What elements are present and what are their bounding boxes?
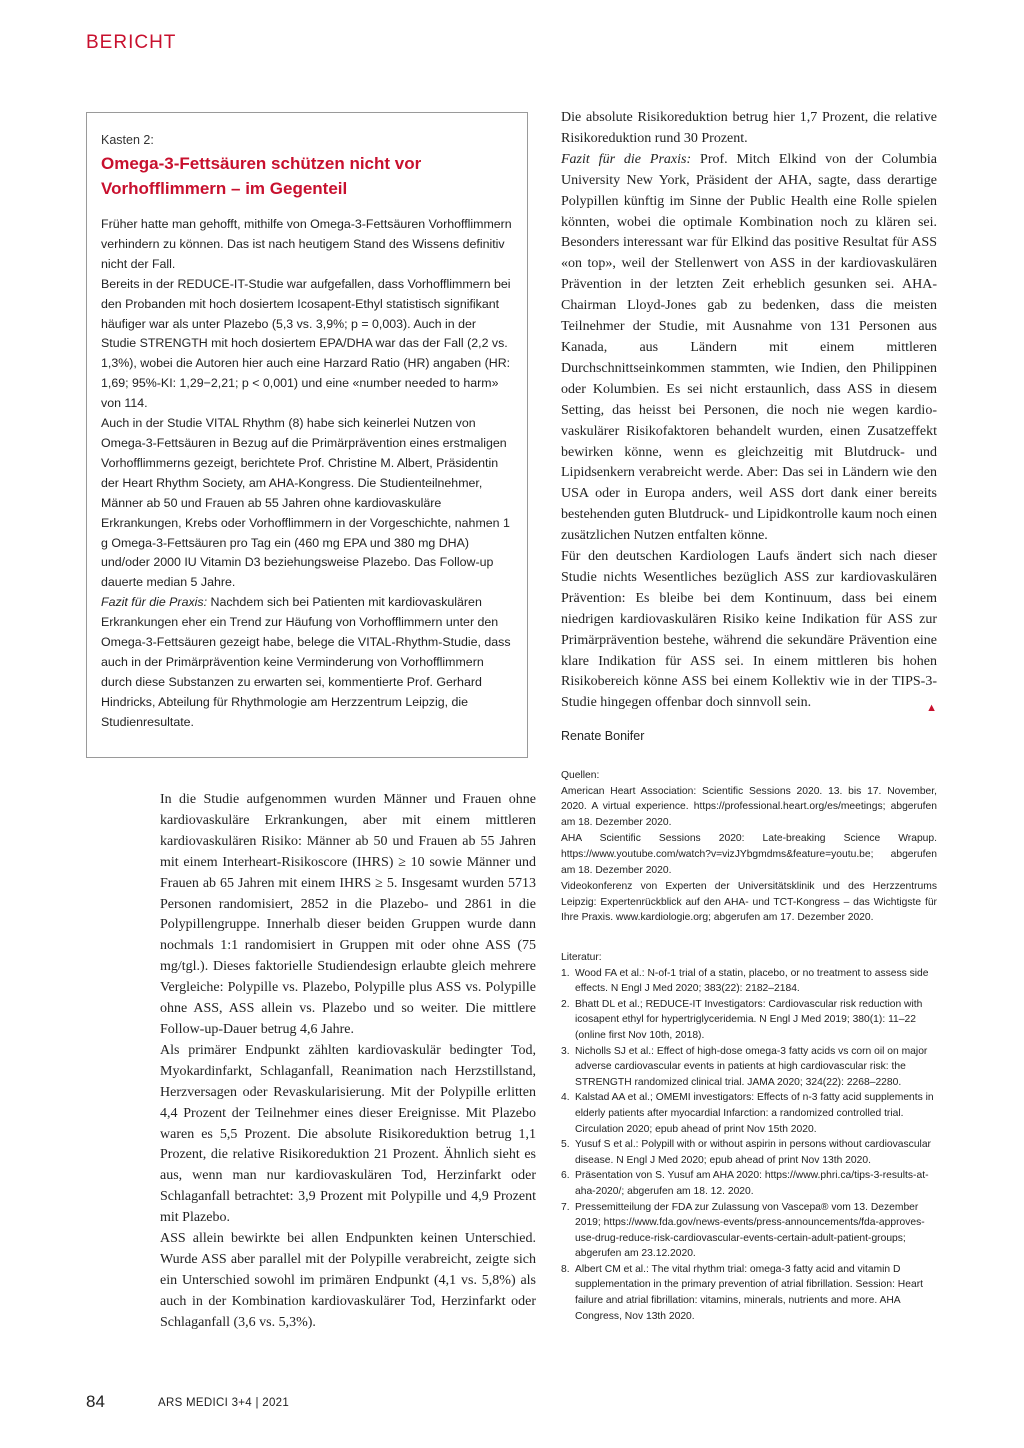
conclusion-label: Fazit für die Praxis: (561, 151, 692, 167)
literature-number: 1. (561, 967, 570, 979)
literature-number: 7. (561, 1201, 570, 1213)
literature-number: 2. (561, 998, 570, 1010)
literature-text: Präsentation von S. Yusuf am AHA 2020: https://www.phri.ca/tips-3-results-at-aha-2020/; abgerufen am 18. 12. 2020. (575, 1170, 929, 1197)
info-box-title (101, 151, 513, 201)
body-paragraph: In die Studie aufgenommen wurden Männer und Frauen ohne kardiovaskuläre Erkrankungen, aber mit einem mittleren kardiovaskulären Risiko: Männer ab 50 und Frauen ab 55 Jahren mit einem Interheart-Risikoscore (IHRS) ≥ 10 sowie Männer und Frauen ab 65 Jahren mit einem IHRS ≥ 5. Insgesamt wurden 5713 Personen randomisiert, 2852 in die Plazebo- und 2861 in die Polypillengruppe. Innerhalb dieser beiden Gruppen wurde dann nochmals 1:1 randomisiert in Gruppen mit oder ohne ASS (75 mg/tgl.). Dieses faktorielle Studiendesign erlaubte gleich mehrere Vergleiche: Polypille vs. Plazebo, Polypille plus ASS vs. Polypille ohne ASS, ASS allein vs. Plazebo und so weiter. Die mittlere Follow-up-Dauer betrug 4,6 Jahre. (160, 792, 536, 1037)
info-box-paragraph: Früher hatte man gehofft, mithilfe von Omega-3-Fettsäuren Vorhofflimmern verhindern zu können. Das ist nach heutigem Stand des Wissens definitiv nicht der Fall. (101, 217, 512, 271)
info-box-body (101, 215, 513, 733)
source-item: Videokonferenz von Experten der Universitätsklinik und des Herzzentrums Leipzig: Expertenrückblick auf den AHA- und TCT-Kongress – das Wichtigste für Ihre Praxis. www.kardiologie.org; abgerufen am 17. Dezember 2020. (561, 881, 937, 924)
conclusion-text: Nachdem sich bei Patienten mit kardiovaskulären Erkrankungen eher ein Trend zur Häufung von Vorhofflimmern unter den Omega-3-Fettsäuren gezeigt habe, belege die VITAL-Rhythm-Studie, dass auch in der Primärprävention keine Verminderung von Vorhofflimmern durch diese Substanzen zu erwarten sei, kommentierte Prof. Gerhard Hindricks, Abteilung für Rhythmologie am Herzzentrum Leipzig, die Studienresultate. (101, 595, 511, 729)
info-box-title-line1: Omega-3-Fettsäuren schützen nicht vor (101, 154, 422, 173)
closing-text: Für den deutschen Kardiologen Laufs ändert sich nach dieser Studie nichts Wesentliches bezüglich ASS zur kardiovaskulären Prävention: Es bleibe bei dem Kontinuum, dass bei einem niedrigen kardiovaskulären Risiko keine Indikation für ASS zur Primärprävention bestehe, während die sekundäre Prävention eine klare Indikation für ASS sei. In einem mittleren bis hohen Risikobereich könne ASS bei einem Kollektiv wie in der TIPS-3-Studie hingegen offenbar doch sinnvoll sein. (561, 549, 937, 711)
literature-text: Kalstad AA et al.; OMEMI investigators: Effects of n-3 fatty acid supplements in elderly patients after myocardial Infarction: a randomized controlled trial. Circulation 2020; epub ahead of print Nov 15th 2020. (575, 1092, 934, 1135)
literature-item (561, 1200, 937, 1262)
literature-list (561, 966, 937, 1325)
literature-item (561, 1262, 937, 1324)
literature-number: 8. (561, 1263, 570, 1275)
body-paragraph (561, 150, 937, 547)
journal-name: ARS MEDICI 3+4 | 2021 (158, 1397, 290, 1409)
source-item: American Heart Association: Scientific Sessions 2020. 13. bis 17. November, 2020. A virtual experience. https://professional.heart.org/es/meetings; abgerufen am 18. Dezember 2020. (561, 785, 937, 828)
conclusion-text: Prof. Mitch Elkind von der Columbia University New York, Präsident der AHA, sagte, dass derartige Polypillen künftig im Sinne der Public Health eine Rolle spielen könnten, wobei die optimale Kombination noch zu klären sei. Besonders interessant war für Elkind das positive Resultat für ASS «on top», weil der Stellenwert von ASS in der kardiovaskulären Prävention in der letzten Zeit erheblich gesunken sei. AHA-Chairman Lloyd-Jones gab zu bedenken, dass die meisten Teilnehmer der Studie, mit Ausnahme von 131 Personen aus Kanada, aus Ländern mit einem mittleren Durchschnittseinkommen stammten, wie Indien, den Philippinen oder Kolumbien. Es sei nicht erstaunlich, dass ASS in diesem Setting, das heisst bei Personen, die noch nie wegen kardiovaskulärer Risikofaktoren behandelt wurden, einen Zusatzeffekt bewirken könne, wenn es gleichzeitig mit Blutdruck- und Lipidsenkern verabreicht werde. Aber: Das sei in Ländern wie den USA oder in Europa anders, weil ASS dort dank einer bereits bestehenden guten Blutdruck- und Lipidkontrolle kaum noch einen zusätzlichen Nutzen entfalten könne. (561, 151, 938, 544)
body-paragraph (561, 547, 937, 714)
info-box-paragraph: Auch in der Studie VITAL Rhythm (8) habe sich keinerlei Nutzen von Omega-3-Fettsäuren in Bezug auf die Primärprävention eines erstmaligen Vorhofflimmerns gezeigt, berichtete Prof. Christine M. Albert, Präsidentin der Heart Rhythm Society, am AHA-Kongress. Die Studienteilnehmer, Männer ab 50 und Frauen ab 55 Jahren ohne kardiovaskuläre Erkrankungen, Krebs oder Vorhofflimmern in der Vorgeschichte, nahmen 1 g Omega-3-Fettsäuren pro Tag ein (460 mg EPA und 380 mg DHA) und/oder 2000 IU Vitamin D3 beziehungsweise Plazebo. Das Follow-up dauerte median 5 Jahre. (101, 416, 510, 590)
source-item: AHA Scientific Sessions 2020: Late-breaking Science Wrapup. https://www.youtube.com/watch?v=vizJYbgmdms&feature=youtu.be; abgerufen am 18. Dezember 2020. (561, 833, 937, 876)
info-box (86, 112, 528, 758)
sources-section (561, 768, 937, 927)
literature-text: Pressemitteilung der FDA zur Zulassung von Vascepa® vom 13. Dezember 2019; https://www.fda.gov/news-events/press-announcements/fda-approves-use-drug-reduce-risk-cardiovascular-events-certain-adult-patient-groups; abgerufen am 23.12.2020. (575, 1201, 925, 1260)
literature-item (561, 1044, 937, 1091)
sources-heading: Quellen: (561, 770, 600, 781)
body-paragraph: Als primärer Endpunkt zählten kardiovaskulär bedingter Tod, Myokardinfarkt, Schlaganfall, Reanimation nach Herzstillstand, Herzversagen oder Revaskularisierung. Mit der Polypille erlitten 4,4 Prozent der Teilnehmer eines dieser Ereignisse. Mit Plazebo waren es 5,5 Prozent. Die absolute Risikoreduktion betrug 1,1 Prozent, die relative Risikoreduktion 21 Prozent. Ähnlich sieht es aus, wenn man nur kardiovaskulären Tod, Herzinfarkt oder Schlaganfall betrachtet: 3,9 Prozent mit Polypille und 4,9 Prozent mit Plazebo. (160, 1042, 536, 1226)
literature-item (561, 966, 937, 997)
info-box-label: Kasten 2: (101, 133, 154, 147)
page-number: 84 (86, 1392, 105, 1411)
literature-text: Wood FA et al.: N-of-1 trial of a statin, placebo, or no treatment to assess side effects. N Engl J Med 2020; 383(22): 2182–2184. (575, 967, 929, 995)
literature-item (561, 997, 937, 1044)
literature-text: Albert CM et al.: The vital rhythm trial: omega-3 fatty acid and vitamin D supplementation in the primary prevention of atrial fibrillation. Session: Heart failure and atrial fibrillation: vitamins, minerals, nutrients and more. AHA Congress, Nov 13th 2020. (575, 1263, 923, 1322)
conclusion-label: Fazit für die Praxis: (101, 595, 208, 610)
body-paragraph: Die absolute Risikoreduktion betrug hier 1,7 Prozent, die relative Risikoreduktion rund 30 Prozent. (561, 110, 937, 146)
literature-number: 3. (561, 1045, 570, 1057)
info-box-title-line2: Vorhofflimmern – im Gegenteil (101, 179, 348, 198)
literature-number: 6. (561, 1170, 570, 1182)
body-paragraph: ASS allein bewirkte bei allen Endpunkten keinen Unterschied. Wurde ASS aber parallel mit der Polypille verabreicht, zeigte sich ein Unterschied sowohl im primären Endpunkt (4,1 vs. 5,8%) als auch in der Kombination kardiovaskulärer Tod, Herzinfarkt oder Schlaganfall (3,6 vs. 5,3%). (160, 1231, 536, 1330)
info-box-paragraph: Bereits in der REDUCE-IT-Studie war aufgefallen, dass Vorhofflimmern bei den Probanden mit hoch dosiertem Icosapent-Ethyl statistisch signifikant häufiger war als unter Plazebo (5,3 vs. 3,9%; p = 0,003). Auch in der Studie STRENGTH mit hoch dosiertem EPA/DHA war das der Fall (2,2 vs. 1,3%), wobei die Autoren hier auch eine Harzard Ratio (HR) angaben (HR: 1,69; 95%-KI: 1,29−2,21; p < 0,001) und eine «number needed to harm» von 114. (101, 276, 511, 411)
section-label: BERICHT (86, 32, 177, 53)
literature-item (561, 1137, 937, 1168)
literature-text: Yusuf S et al.: Polypill with or without aspirin in persons without cardiovascular disease. N Engl J Med 2020; epub ahead of print Nov 13th 2020. (575, 1139, 931, 1166)
literature-number: 4. (561, 1092, 570, 1104)
literature-section (561, 950, 937, 1324)
literature-text: Nicholls SJ et al.: Effect of high-dose omega-3 fatty acids vs corn oil on major adverse cardiovascular events in patients at high cardiovascular risk: the STRENGTH randomized clinical trial. JAMA 2020; 324(22): 2268–2280. (575, 1045, 928, 1088)
right-body-column (561, 108, 937, 719)
literature-number: 5. (561, 1139, 570, 1151)
info-box-paragraph (101, 593, 513, 732)
literature-item (561, 1090, 937, 1137)
author-name: Renate Bonifer (561, 729, 645, 743)
literature-text: Bhatt DL et al.; REDUCE-IT Investigators: Cardiovascular risk reduction with icosapent ethyl for hypertriglyceridemia. N Engl J Med 2019; 380(1): 11–22 (online first Nov 10th, 2018). (575, 998, 923, 1041)
literature-heading: Literatur: (561, 952, 602, 963)
end-of-article-icon: ▲ (926, 702, 937, 715)
literature-item (561, 1168, 937, 1199)
left-body-column (160, 790, 536, 1334)
